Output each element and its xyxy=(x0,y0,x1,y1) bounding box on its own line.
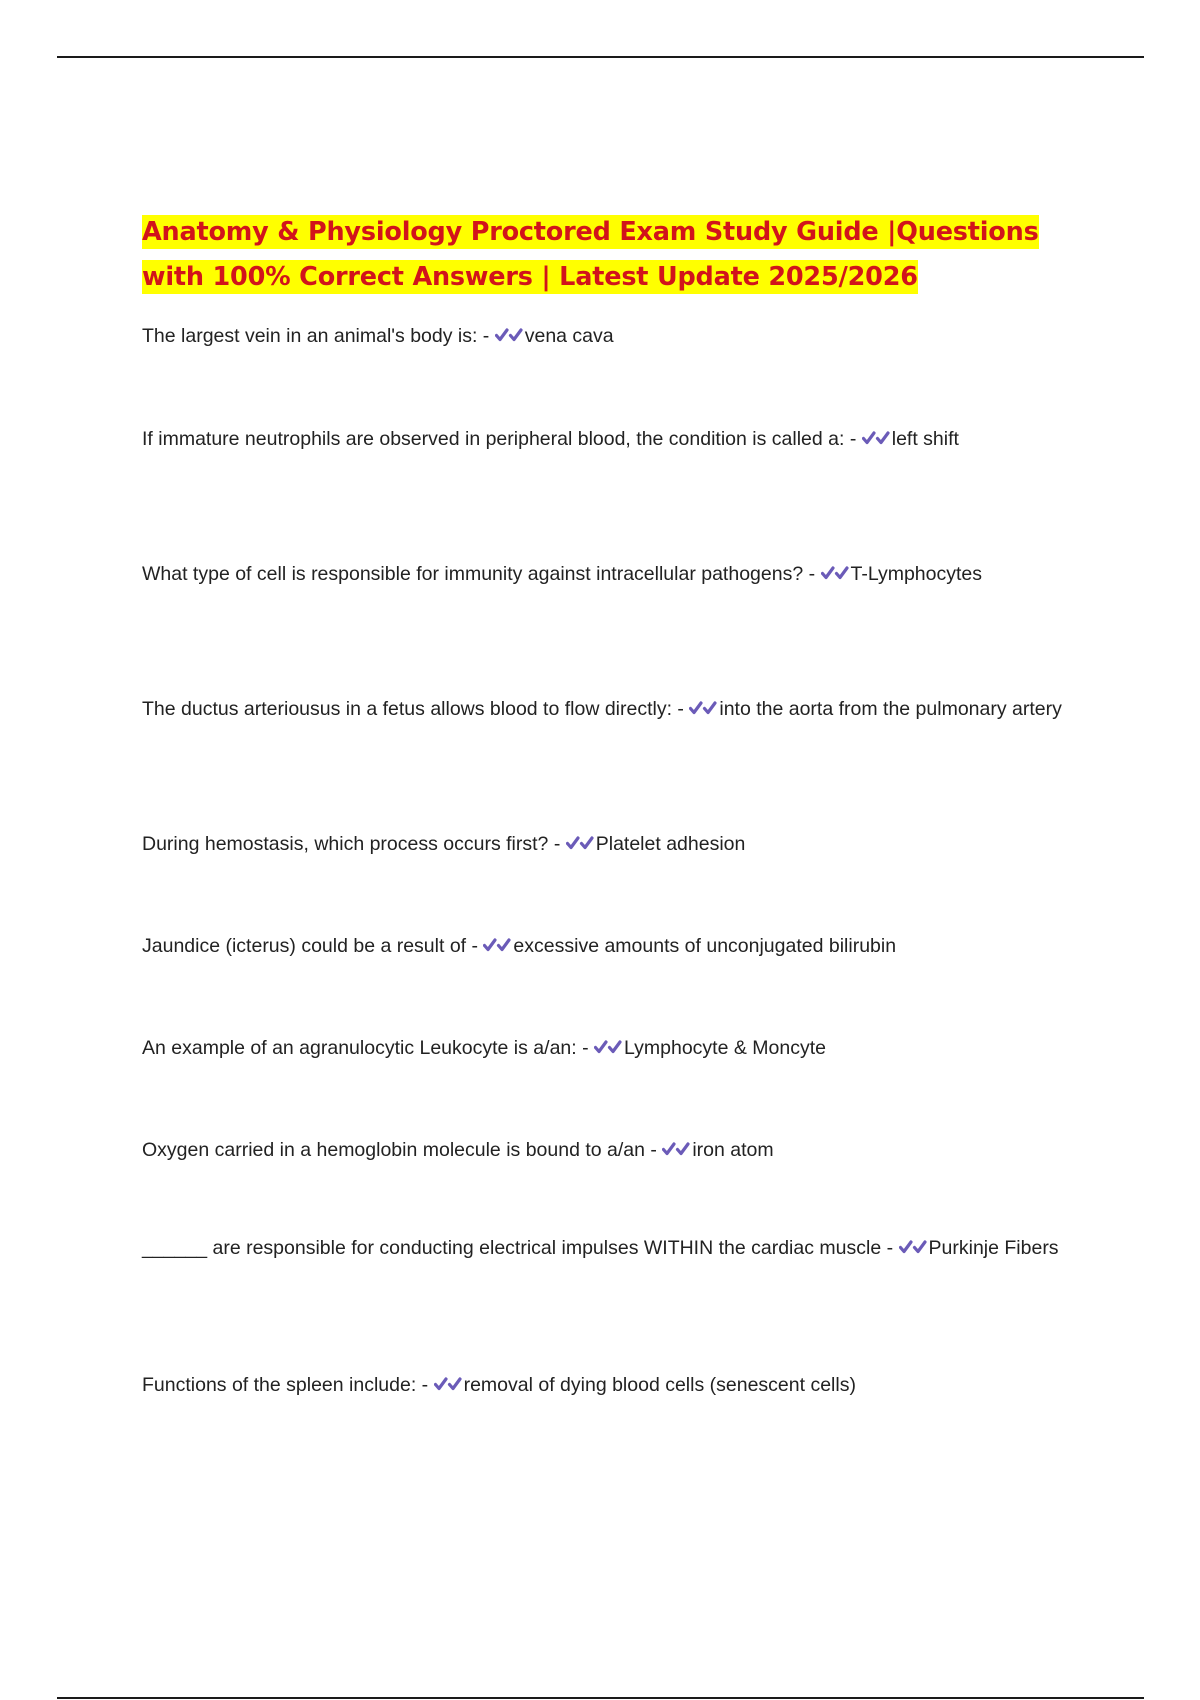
answer-text: Lymphocyte & Moncyte xyxy=(624,1037,826,1059)
double-check-icon xyxy=(434,1374,462,1394)
question-text: During hemostasis, which process occurs first? - xyxy=(142,833,561,855)
double-check-icon xyxy=(594,1037,622,1057)
double-check-icon xyxy=(495,325,523,345)
question-text: ______ are responsible for conducting electrical impulses WITHIN the cardiac muscle - xyxy=(142,1237,894,1259)
double-check-icon xyxy=(689,698,717,718)
answer-text: iron atom xyxy=(692,1139,774,1161)
document-body xyxy=(142,210,1062,300)
qa-item-6 xyxy=(142,930,1062,963)
double-check-icon xyxy=(899,1237,927,1257)
double-check-icon xyxy=(566,833,594,853)
answer-text: Purkinje Fibers xyxy=(928,1237,1059,1259)
question-text: The largest vein in an animal's body is: - xyxy=(142,325,490,347)
double-check-icon xyxy=(862,428,890,448)
top-divider xyxy=(57,56,1144,58)
answer-text: T-Lymphocytes xyxy=(850,563,982,585)
question-text: An example of an agranulocytic Leukocyte is a/an: - xyxy=(142,1037,589,1059)
bottom-divider xyxy=(57,1697,1144,1699)
answer-text: removal of dying blood cells (senescent cells) xyxy=(463,1374,856,1396)
question-text: If immature neutrophils are observed in peripheral blood, the condition is called a: - xyxy=(142,428,857,450)
title-highlight: Anatomy & Physiology Proctored Exam Study Guide |Questions with 100% Correct Answers | Latest Update 2025/2026 xyxy=(142,217,1039,292)
question-text: Functions of the spleen include: - xyxy=(142,1374,429,1396)
qa-item-1 xyxy=(142,320,1062,353)
question-text: The ductus arteriousus in a fetus allows blood to flow directly: - xyxy=(142,698,684,720)
document-title xyxy=(142,210,1062,300)
qa-item-2 xyxy=(142,423,1062,456)
double-check-icon xyxy=(483,935,511,955)
qa-item-8 xyxy=(142,1134,1062,1167)
answer-text: vena cava xyxy=(524,325,614,347)
qa-item-3 xyxy=(142,558,1062,591)
answer-text: excessive amounts of unconjugated bilirubin xyxy=(513,935,897,957)
qa-item-4 xyxy=(142,693,1062,726)
double-check-icon xyxy=(662,1139,690,1159)
answer-text: into the aorta from the pulmonary artery xyxy=(719,698,1062,720)
answer-text: Platelet adhesion xyxy=(595,833,746,855)
question-text: Jaundice (icterus) could be a result of - xyxy=(142,935,478,957)
question-text: Oxygen carried in a hemoglobin molecule is bound to a/an - xyxy=(142,1139,657,1161)
question-text: What type of cell is responsible for immunity against intracellular pathogens? - xyxy=(142,563,816,585)
answer-text: left shift xyxy=(891,428,959,450)
qa-item-5 xyxy=(142,828,1062,861)
qa-item-10 xyxy=(142,1369,1062,1402)
qa-item-7 xyxy=(142,1032,1062,1065)
double-check-icon xyxy=(821,563,849,583)
qa-item-9 xyxy=(142,1232,1062,1265)
